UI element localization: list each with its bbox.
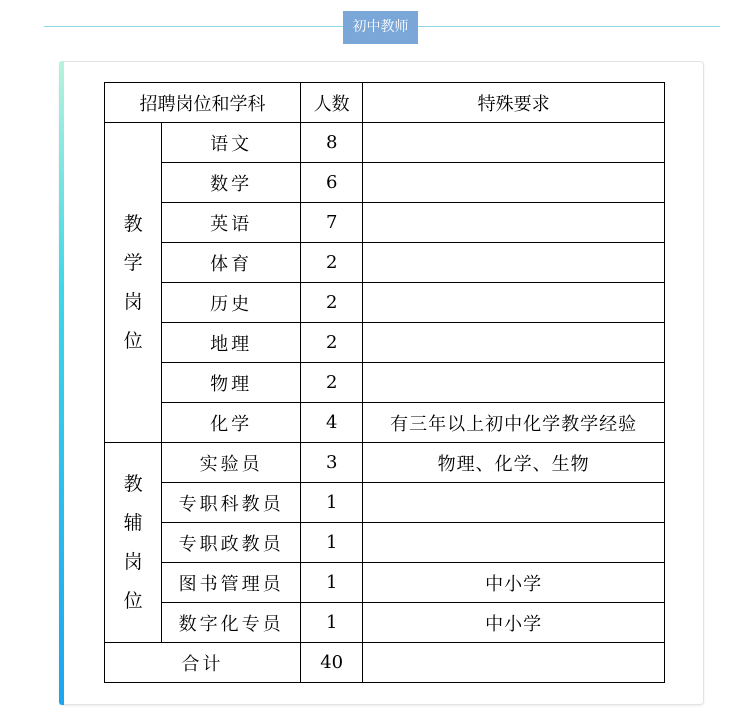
subject-cell: 图书管理员	[162, 563, 301, 603]
table-row	[105, 163, 665, 203]
requirement-cell	[363, 363, 665, 403]
requirement-cell	[363, 483, 665, 523]
teaching-group-label: 教 学 岗 位	[105, 123, 162, 443]
count-cell: 2	[301, 243, 363, 283]
card-accent-bar	[59, 61, 64, 705]
subject-cell: 历史	[162, 283, 301, 323]
table-row	[105, 283, 665, 323]
table-header-row	[105, 83, 665, 123]
requirement-cell	[363, 323, 665, 363]
table-row	[105, 363, 665, 403]
subject-cell: 数字化专员	[162, 603, 301, 643]
requirement-cell	[363, 243, 665, 283]
subject-cell: 物理	[162, 363, 301, 403]
table-row	[105, 323, 665, 363]
requirement-cell	[363, 523, 665, 563]
table-row	[105, 443, 665, 483]
subject-cell: 专职政教员	[162, 523, 301, 563]
header-count: 人数	[301, 83, 363, 123]
support-group-label: 教 辅 岗 位	[105, 443, 162, 643]
requirement-cell: 中小学	[363, 603, 665, 643]
header-position: 招聘岗位和学科	[105, 83, 301, 123]
count-cell: 2	[301, 323, 363, 363]
header-requirements: 特殊要求	[363, 83, 665, 123]
subject-cell: 语文	[162, 123, 301, 163]
count-cell: 7	[301, 203, 363, 243]
requirement-cell: 中小学	[363, 563, 665, 603]
subject-cell: 地理	[162, 323, 301, 363]
table-row	[105, 123, 665, 163]
count-cell: 1	[301, 603, 363, 643]
requirement-cell: 有三年以上初中化学教学经验	[363, 403, 665, 443]
table-row	[105, 203, 665, 243]
requirement-cell	[363, 203, 665, 243]
subject-cell: 数学	[162, 163, 301, 203]
count-cell: 6	[301, 163, 363, 203]
table-row	[105, 563, 665, 603]
total-row	[105, 643, 665, 683]
count-cell: 3	[301, 443, 363, 483]
requirement-cell	[363, 163, 665, 203]
table-row	[105, 243, 665, 283]
count-cell: 2	[301, 283, 363, 323]
subject-cell: 实验员	[162, 443, 301, 483]
total-count: 40	[301, 643, 363, 683]
count-cell: 4	[301, 403, 363, 443]
table-row	[105, 523, 665, 563]
subject-cell: 化学	[162, 403, 301, 443]
table-row	[105, 403, 665, 443]
table-row	[105, 603, 665, 643]
count-cell: 1	[301, 483, 363, 523]
subject-cell: 专职科教员	[162, 483, 301, 523]
total-requirement	[363, 643, 665, 683]
requirement-cell	[363, 123, 665, 163]
requirement-cell	[363, 283, 665, 323]
table-row	[105, 483, 665, 523]
requirement-cell: 物理、化学、生物	[363, 443, 665, 483]
count-cell: 1	[301, 563, 363, 603]
count-cell: 2	[301, 363, 363, 403]
recruitment-table	[104, 82, 665, 683]
subject-cell: 体育	[162, 243, 301, 283]
subject-cell: 英语	[162, 203, 301, 243]
total-label: 合计	[105, 643, 301, 683]
section-title-tag: 初中教师	[343, 11, 418, 44]
count-cell: 1	[301, 523, 363, 563]
count-cell: 8	[301, 123, 363, 163]
